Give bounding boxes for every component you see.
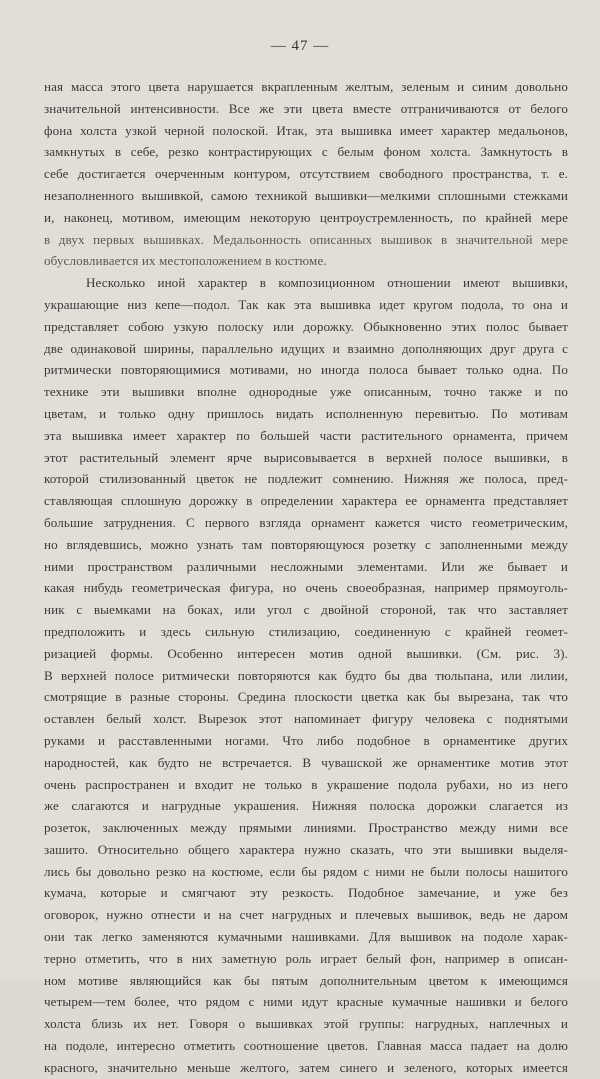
- text-line: ними пространством различными несложными элементами. Или же бывает и: [44, 558, 568, 574]
- text-line: технике эти вышивки вполне однородные уже описанным, точно также и по: [44, 384, 568, 400]
- text-line: холста близь их нет. Говоря о вышивках этой группы: нагрудных, наплечных и: [44, 1016, 568, 1032]
- text-line: две одинаковой ширины, параллельно идущих и взаимно дополняющих друг друга с: [44, 340, 568, 356]
- text-line: лись бы довольно резко на костюме, если бы рядом с ними не были полосы нашитого: [44, 863, 568, 879]
- text-line: Несколько иной характер в композиционном отношении имеют вышивки,: [86, 275, 568, 291]
- text-line: значительной интенсивности. Все же эти цвета вместе отграничиваются от белого: [44, 100, 568, 116]
- text-line: народностей, как будто не встречается. В чувашской же орнаментике мотив этот: [44, 754, 568, 770]
- text-line: фона холста узкой черной полоской. Итак, эта вышивка имеет характер медальонов,: [44, 122, 568, 138]
- text-line: этот растительный элемент ярче вырисовывается в верхней полосе вышивки, в: [44, 449, 568, 465]
- text-line: предположить и здесь сильную стилизацию, соединенную с крайней геомет-: [44, 623, 568, 639]
- body-text: [44, 76, 568, 1079]
- text-line: руками и расставленными ногами. Что либо подобное в орнаментике других: [44, 732, 568, 748]
- text-line: украшающие низ кепе—подол. Так как эта вышивка идет кругом подола, то она и: [44, 296, 568, 312]
- text-line: терно отметить, что в них заметную роль играет белый фон, например в описан-: [44, 950, 568, 966]
- text-line: обусловливается их местоположением в костюме.: [44, 253, 327, 269]
- text-line: эта вышивка имеет характер по большей части растительного орнамента, причем: [44, 427, 568, 443]
- text-line: зашито. Относительно общего характера нужно сказать, что эти вышивки выделя-: [44, 841, 568, 857]
- text-line: и, наконец, мотивом, имеющим некоторую центроустремленность, по крайней мере: [44, 209, 568, 225]
- text-line: на подоле, интересно отметить соотношение цветов. Главная масса падает на долю: [44, 1038, 568, 1054]
- text-line: замкнутых в себе, резко контрастирующих с белым фоном холста. Замкнутость в: [44, 144, 568, 160]
- text-line: смотрящие в разные стороны. Средина плоскости цветка как бы вырезана, так что: [44, 689, 568, 705]
- text-line: представляет собою узкую полоску или дорожку. Обыкновенно этих полос бывает: [44, 318, 568, 334]
- text-line: розеток, заключенных между прямыми линиями. Пространство между ними все: [44, 820, 568, 836]
- text-line: которой стилизованный цветок не подлежит сомнению. Нижняя же полоса, пред-: [44, 471, 568, 487]
- text-line: цветам, и только одну пришлось видать исполненную перевитью. По мотивам: [44, 405, 568, 421]
- text-line: они так легко заменяются кумачными нашивками. Для вышивок на подоле харак-: [44, 929, 568, 945]
- text-line: красного, значительно меньше желтого, затем синего и зеленого, которых имеется: [44, 1059, 568, 1075]
- text-line: В верхней полосе ритмически повторяются как будто бы два тюльпана, или лилии,: [44, 667, 568, 683]
- text-line: в двух первых вышивках. Медальонность описанных вышивок в значительной мере: [44, 231, 568, 247]
- text-line: очень распространен и входит не только в украшение подола рубахи, но из него: [44, 776, 568, 792]
- page-number: — 47 —: [270, 38, 330, 54]
- text-line: ризацией формы. Особенно интересен мотив одной вышивки. (См. рис. 3).: [44, 645, 568, 661]
- text-line: четырем—тем более, что рядом с ними идут красные кумачные нашивки и белого: [44, 994, 568, 1010]
- text-line: же слагаются и нагрудные украшения. Нижняя полоска дорожки слагается из: [44, 798, 568, 814]
- text-line: какая нибудь геометрическая фигура, но очень своеобразная, например прямоуголь-: [44, 580, 568, 596]
- text-line: незаполненного вышивкой, самою техникой вышивки—мелкими сплошными стежками: [44, 187, 568, 203]
- text-line: ритмически повторяющимися мотивами, но иногда полоса бывает только одна. По: [44, 362, 568, 378]
- text-line: большие затруднения. С первого взгляда орнамент кажется чисто геометрическим,: [44, 514, 568, 530]
- text-line: ставляющая сплошную дорожку в определении характера ее орнамента представляет: [44, 493, 568, 509]
- text-line: ная масса этого цвета нарушается вкрапленным желтым, зеленым и синим довольно: [44, 79, 568, 94]
- text-line: себе достигается очерченным контуром, отсутствием свободного пространства, т. е.: [44, 166, 568, 182]
- text-line: кумача, которые и смягчают эту резкость. Подобное замечание, и уже без: [44, 885, 568, 901]
- text-line: оговорок, нужно отнести и на счет нагрудных и плечевых вышивок, ведь не даром: [44, 907, 568, 923]
- text-line: ном мотиве являющийся как бы пятым дополнительным цветом к имеющимся: [44, 972, 568, 988]
- text-line: но вглядевшись, можно узнать там повторяющуюся розетку с заполненными между: [44, 536, 568, 552]
- text-line: оставлен белый холст. Вырезок этот напоминает фигуру человека с поднятыми: [44, 711, 568, 727]
- text-line: ник с выемками на боках, или угол с двойной стороной, так что заставляет: [44, 602, 568, 618]
